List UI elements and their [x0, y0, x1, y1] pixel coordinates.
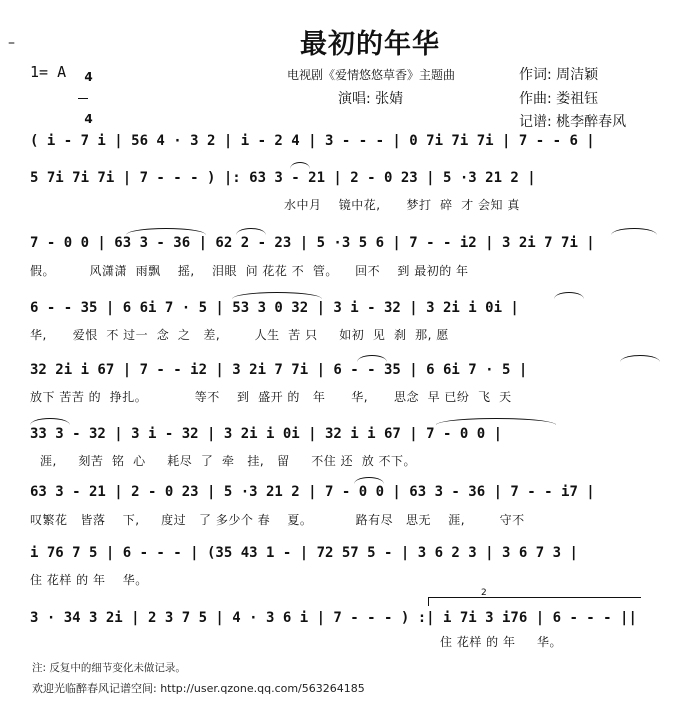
slur [620, 355, 660, 362]
lyrics-line-9: 住 花样 的 年 华。 [440, 635, 563, 649]
score-line-3: 7 - 0 0 | 63 3 - 36 | 62 2 - 23 | 5 ·3 5 6 | 7 - - i2 | 3 2i 7 7i | [30, 235, 595, 251]
score-line-2: 5 7i 7i 7i | 7 - - - ) |: 63 3 - 21 | 2 - 0 23 | 5 ·3 21 2 | [30, 170, 536, 186]
slur [236, 228, 266, 235]
lyrics-line-2: 水中月 镜中花, 梦打 碎 才 会知 真 [284, 198, 520, 212]
volta-bracket [428, 597, 641, 606]
score-line-7: 63 3 - 21 | 2 - 0 23 | 5 ·3 21 2 | 7 - 0 0 | 63 3 - 36 | 7 - - i7 | [30, 484, 595, 500]
footer-note: 注: 反复中的细节变化未做记录。 [32, 662, 186, 674]
score-line-6: 33 3 - 32 | 3 i - 32 | 3 2i i 0i | 32 i i 67 | 7 - 0 0 | [30, 426, 503, 442]
slur [436, 418, 556, 425]
lyrics-line-6: 涯, 刻苦 铭 心 耗尽 了 牵 挂, 留 不住 还 放 不下。 [40, 454, 417, 468]
lyrics-line-4: 华, 爱恨 不 过一 念 之 差, 人生 苦 只 如初 见 刹 那, 愿 [30, 328, 449, 342]
lyrics-line-3: 假。 风潇潇 雨飘 摇, 泪眼 问 花花 不 管。 回不 到 最初的 年 [30, 264, 469, 278]
composer: 作曲: 娄祖钰 [519, 91, 599, 107]
footer-welcome: 欢迎光临醉春风记谱空间: http://user.qzone.qq.com/563264185 [32, 682, 365, 695]
time-signature [76, 58, 93, 126]
page-mark: – [8, 35, 15, 51]
slur [357, 355, 387, 362]
score-line-1: ( i - 7 i | 56 4 · 3 2 | i - 2 4 | 3 - - - | 0 7i 7i 7i | 7 - - 6 | [30, 133, 595, 149]
slur [290, 162, 310, 169]
slur [611, 228, 657, 235]
lyrics-line-7: 叹繁花 皆落 下, 度过 了 多少个 春 夏。 路有尽 思无 涯, 守不 [30, 513, 525, 527]
lyricist: 作词: 周洁颖 [519, 67, 599, 83]
slur [126, 228, 206, 235]
transcriber: 记谱: 桃李醉春风 [519, 114, 627, 130]
song-title: 最初的年华 [300, 29, 440, 60]
key-signature: 1= A [30, 63, 67, 81]
volta-number: 2 [481, 588, 487, 598]
time-signature-top: 4 [84, 70, 93, 84]
singer: 演唱: 张婧 [338, 91, 404, 107]
slur [554, 292, 584, 299]
lyrics-line-8: 住 花样 的 年 华。 [30, 573, 148, 587]
subtitle: 电视剧《爱情悠悠草香》主题曲 [287, 68, 456, 82]
slur [232, 292, 322, 299]
score-line-8: i 76 7 5 | 6 - - - | (35 43 1 - | 72 57 5 - | 3 6 2 3 | 3 6 7 3 | [30, 545, 578, 561]
time-signature-bottom: 4 [84, 112, 93, 126]
score-line-9: 3 · 34 3 2i | 2 3 7 5 | 4 · 3 6 i | 7 - - - ) :| i 7i 3 i76 | 6 - - - || [30, 610, 637, 626]
lyrics-line-5: 放下 苦苦 的 挣扎。 等不 到 盛开 的 年 华, 思念 早 已纷 飞 天 [30, 390, 512, 404]
score-line-4: 6 - - 35 | 6 6i 7 · 5 | 53 3 0 32 | 3 i - 32 | 3 2i i 0i | [30, 300, 519, 316]
score-line-5: 32 2i i 67 | 7 - - i2 | 3 2i 7 7i | 6 - - 35 | 6 6i 7 · 5 | [30, 362, 528, 378]
slur [30, 418, 70, 425]
slur [354, 477, 384, 484]
